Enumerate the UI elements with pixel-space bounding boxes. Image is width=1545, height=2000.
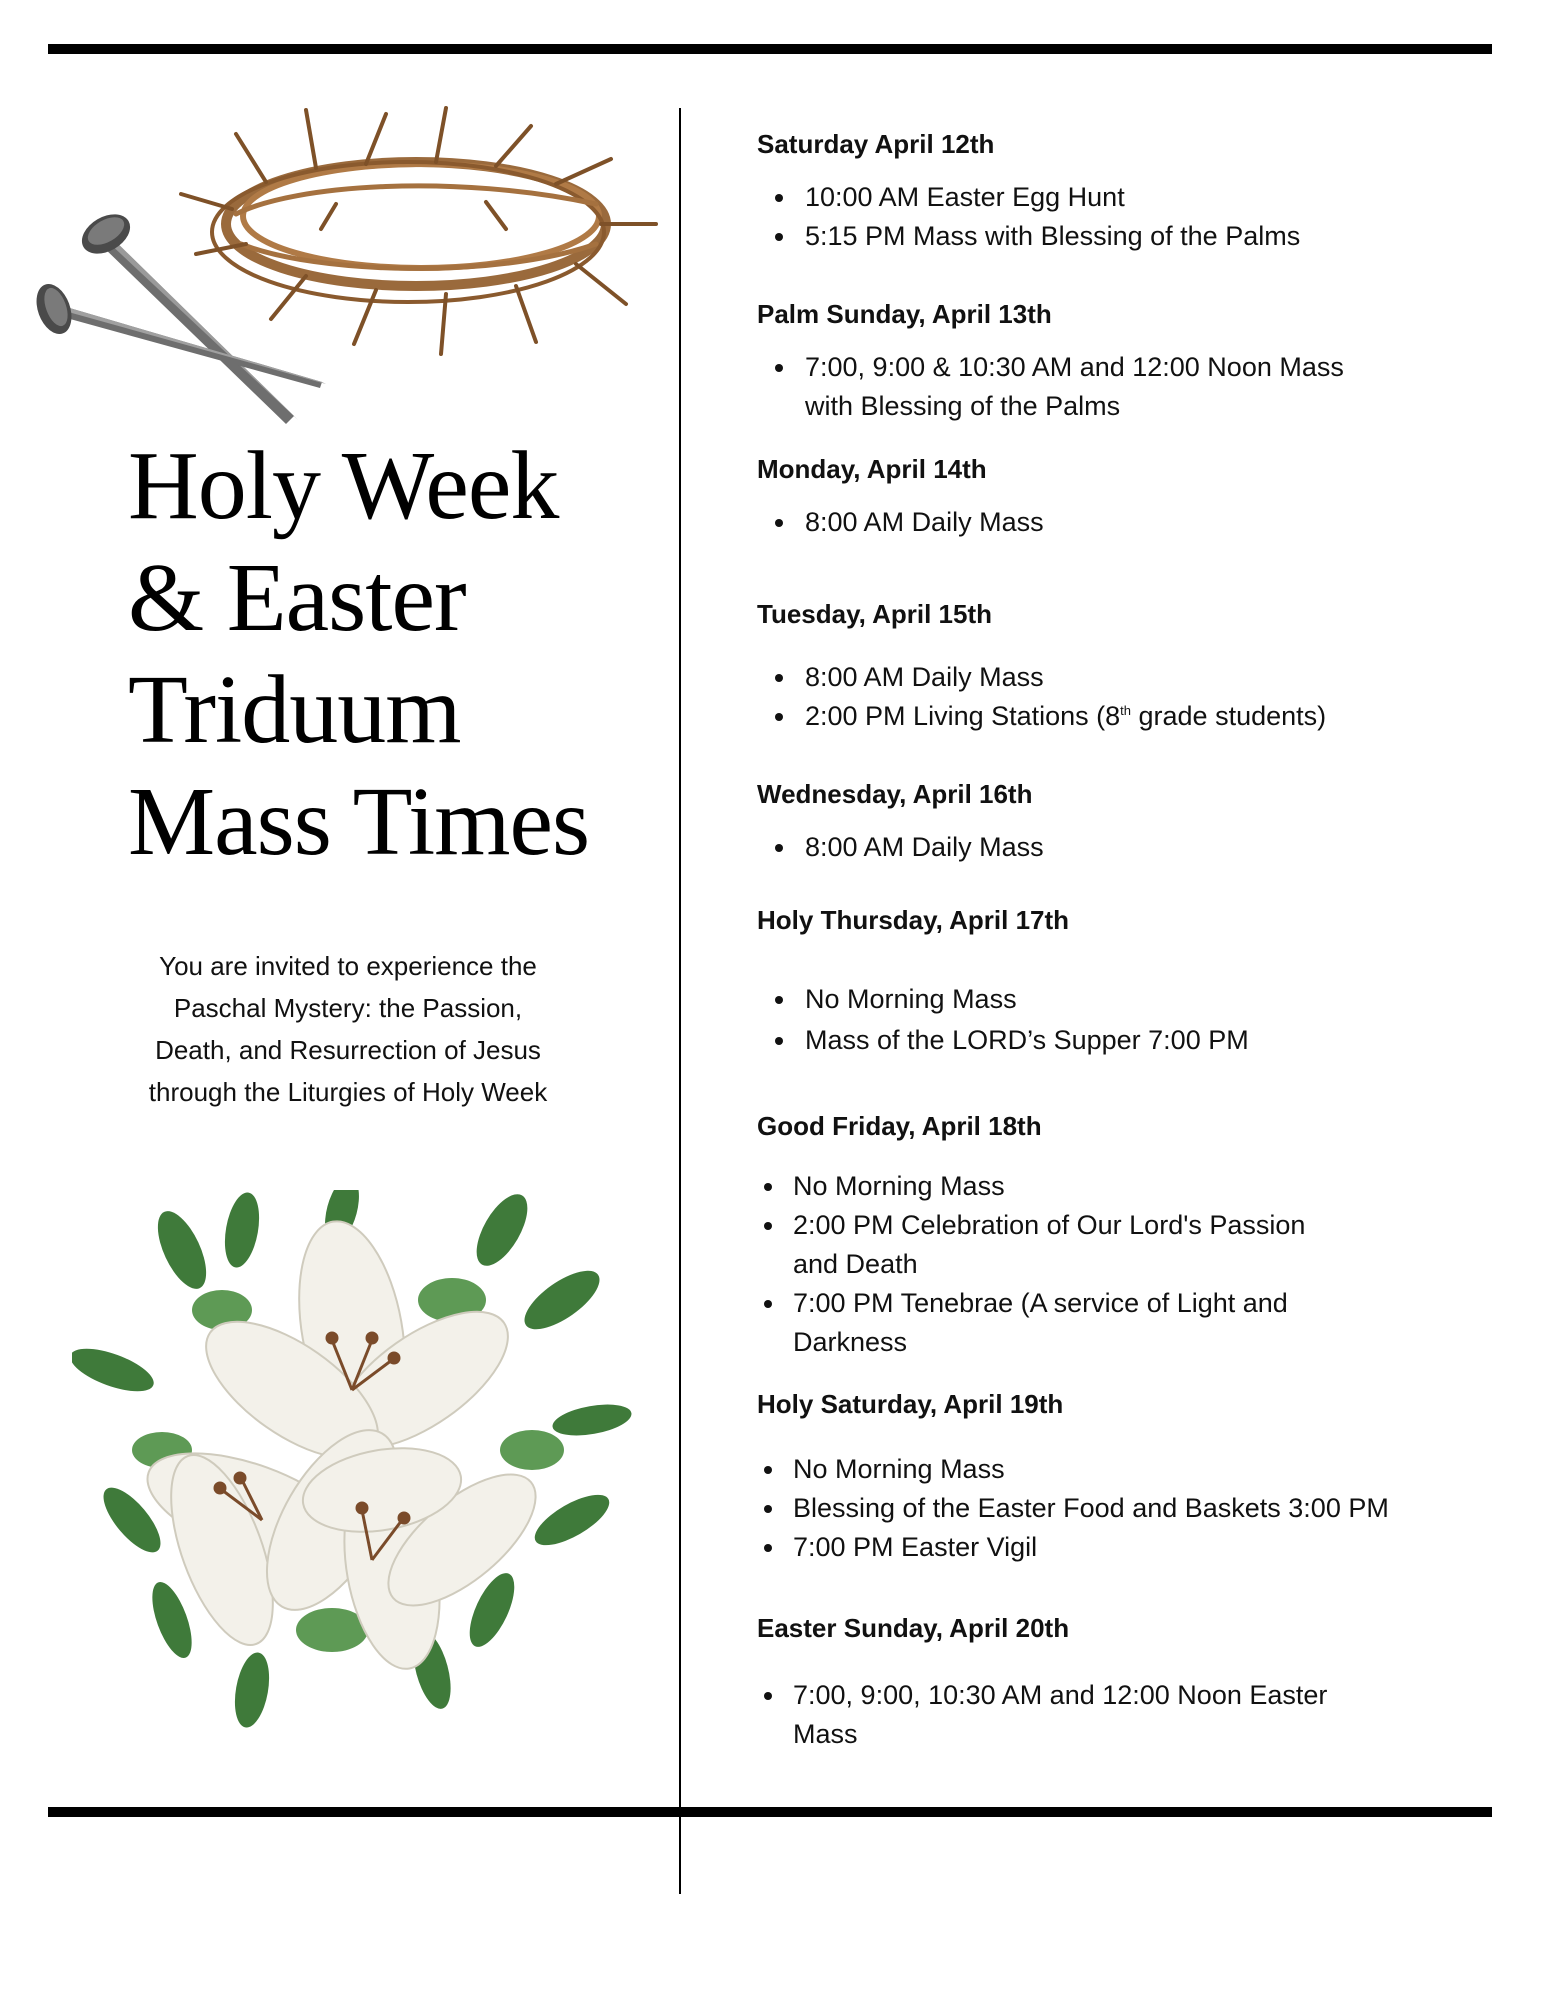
- item-list: [793, 1676, 1327, 1715]
- item-list: [805, 348, 1344, 387]
- day-heading: Holy Saturday, April 19th: [757, 1389, 1064, 1419]
- item-list: [805, 178, 1300, 256]
- ordinal-suffix: th: [1120, 703, 1132, 718]
- day-heading: Easter Sunday, April 20th: [757, 1613, 1070, 1643]
- list-item: 8:00 AM Daily Mass: [805, 828, 1044, 867]
- list-item: Mass of the LORD’s Supper 7:00 PM: [805, 1021, 1249, 1060]
- list-item: 8:00 AM Daily Mass: [805, 503, 1044, 542]
- list-item: Blessing of the Easter Food and Baskets 3:00 PM: [793, 1489, 1389, 1528]
- day-heading: Good Friday, April 18th: [757, 1111, 1042, 1141]
- item-list: [793, 1284, 1288, 1323]
- list-item: No Morning Mass: [793, 1167, 1305, 1206]
- day-heading: Palm Sunday, April 13th: [757, 299, 1052, 329]
- intro-line: Death, and Resurrection of Jesus: [155, 1035, 541, 1065]
- list-item: 5:15 PM Mass with Blessing of the Palms: [805, 217, 1300, 256]
- item-list: [805, 658, 1326, 736]
- list-item-continuation: and Death: [793, 1249, 918, 1279]
- list-item-continuation: Mass: [793, 1719, 858, 1749]
- title-line: Triduum: [128, 656, 461, 764]
- list-item-text: 2:00 PM Living Stations (8: [805, 701, 1121, 731]
- list-item: 7:00 PM Tenebrae (A service of Light and: [793, 1284, 1288, 1323]
- item-list: [793, 1450, 1389, 1567]
- list-item-continuation: Darkness: [793, 1327, 908, 1357]
- list-item: No Morning Mass: [805, 980, 1249, 1019]
- list-item: 8:00 AM Daily Mass: [805, 658, 1326, 697]
- list-item: 7:00, 9:00, 10:30 AM and 12:00 Noon Easter: [793, 1676, 1327, 1715]
- day-heading: Holy Thursday, April 17th: [757, 905, 1070, 935]
- day-heading: Monday, April 14th: [757, 454, 987, 484]
- list-item: 7:00 PM Easter Vigil: [793, 1528, 1389, 1567]
- title-line: Mass Times: [128, 768, 590, 876]
- intro-line: Paschal Mystery: the Passion,: [173, 993, 523, 1023]
- title-line: & Easter: [128, 544, 466, 652]
- list-item: 10:00 AM Easter Egg Hunt: [805, 178, 1300, 217]
- list-item: No Morning Mass: [793, 1450, 1389, 1489]
- day-heading: Saturday April 12th: [757, 129, 995, 159]
- item-list: [805, 503, 1044, 542]
- intro-line: You are invited to experience the: [159, 951, 537, 981]
- list-item-text: grade students): [1131, 701, 1327, 731]
- day-heading: Tuesday, April 15th: [757, 599, 993, 629]
- title-line: Holy Week: [128, 432, 559, 540]
- item-list: [805, 980, 1249, 1060]
- item-list: [805, 828, 1044, 867]
- list-item: 7:00, 9:00 & 10:30 AM and 12:00 Noon Mass: [805, 348, 1344, 387]
- list-item: 2:00 PM Celebration of Our Lord's Passion: [793, 1206, 1305, 1245]
- list-item: [805, 697, 1326, 736]
- list-item-continuation: with Blessing of the Palms: [805, 391, 1121, 421]
- item-list: [793, 1167, 1305, 1245]
- intro-line: through the Liturgies of Holy Week: [148, 1077, 548, 1107]
- day-heading: Wednesday, April 16th: [757, 779, 1033, 809]
